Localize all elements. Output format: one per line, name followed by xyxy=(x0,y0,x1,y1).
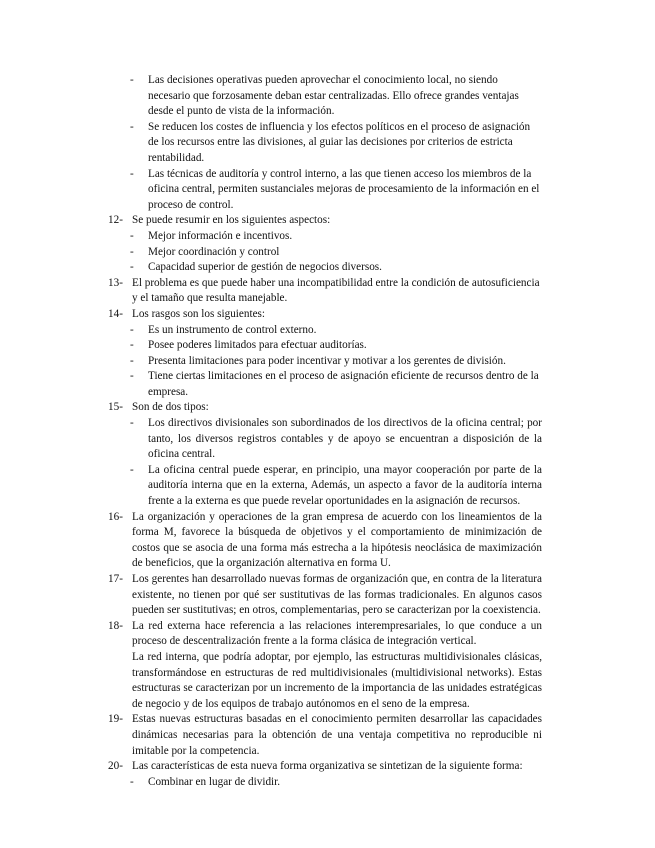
bullet-dash: - xyxy=(130,74,134,86)
answer-number: 14- xyxy=(108,307,123,320)
answer-number: 12- xyxy=(108,214,123,227)
paragraph-text: Las características de esta nueva forma organizativa se sintetizan de la siguiente forma: xyxy=(132,760,523,773)
numbered-answer xyxy=(108,510,542,572)
paragraph-text: Las técnicas de auditoría y control interno, a las que tienen acceso los miembros de la oficina central, permiten sustanciales mejoras de procesamiento de la información en el proceso de control. xyxy=(148,167,540,211)
numbered-answer xyxy=(108,572,542,619)
paragraph-text: El problema es que puede haber una incompatibilidad entre la condición de autosuficiencia y el tamaño que resulta manejable. xyxy=(132,276,540,305)
paragraph-text: Capacidad superior de gestión de negocios diversos. xyxy=(148,261,382,274)
bullet-dash: - xyxy=(130,245,134,258)
bullet-point xyxy=(108,463,542,510)
paragraph-text: Mejor información e incentivos. xyxy=(148,229,293,242)
bullet-point xyxy=(108,369,542,400)
answer-number: 18- xyxy=(108,619,123,632)
bullet-point xyxy=(108,338,542,354)
bullet-point xyxy=(108,775,542,791)
bullet-dash: - xyxy=(130,229,134,242)
numbered-answer xyxy=(108,307,542,323)
numbered-answer xyxy=(108,759,542,775)
bullet-point xyxy=(108,323,542,339)
bullet-dash: - xyxy=(130,120,134,133)
bullet-dash: - xyxy=(130,775,134,788)
bullet-point xyxy=(108,245,542,261)
bullet-dash: - xyxy=(130,354,134,367)
bullet-point xyxy=(108,260,542,276)
answer-number: 16- xyxy=(108,510,123,523)
numbered-answer xyxy=(108,712,542,759)
answer-number: 15- xyxy=(108,401,123,414)
bullet-point xyxy=(108,229,542,245)
numbered-answer xyxy=(108,276,542,307)
paragraph-text: Son de dos tipos: xyxy=(132,401,209,414)
bullet-point xyxy=(108,416,542,463)
bullet-dash: - xyxy=(130,463,134,476)
paragraph-text: Posee poderes limitados para efectuar auditorías. xyxy=(148,339,367,352)
numbered-answer xyxy=(108,213,542,229)
bullet-dash: - xyxy=(130,370,134,383)
paragraph-text: Se reducen los costes de influencia y los efectos políticos en el proceso de asignación de los recursos entre las divisiones, al guiar las decisiones por criterios de estricta rentabilidad. xyxy=(148,120,531,164)
bullet-point xyxy=(108,167,542,214)
bullet-dash: - xyxy=(130,417,134,430)
paragraph-text: Es un instrumento de control externo. xyxy=(148,323,317,336)
bullet-dash: - xyxy=(130,261,134,274)
paragraph-text: La red interna, que podría adoptar, por ejemplo, las estructuras multidivisionales clásicas, transformándose en estructuras de red multidivisionales (multidivisional networks). Estas estructuras se caracterizan por un incremento de la importancia de las unidades estratégicas de negocio y de los equipos de trabajo autónomos en el seno de la empresa. xyxy=(132,650,542,710)
paragraph-text: Se puede resumir en los siguientes aspectos: xyxy=(132,214,331,227)
paragraph-text: La red externa hace referencia a las relaciones interempresariales, lo que conduce a un proceso de descentralización frente a la forma clásica de integración vertical. xyxy=(132,619,542,648)
paragraph-text: Las decisiones operativas pueden aprovechar el conocimiento local, no siendo necesario que forzosamente deban estar centralizadas. Ello ofrece grandes ventajas desde el punto de vista de la información. xyxy=(148,74,519,118)
paragraph-text: La oficina central puede esperar, en principio, una mayor cooperación por parte de la auditoría interna que en la externa, Además, un aspecto a favor de la auditoría interna frente a la externa es que puede revelar oportunidades en la asignación de recursos. xyxy=(148,463,542,508)
answer-number: 19- xyxy=(108,713,123,726)
numbered-answer xyxy=(108,619,542,713)
paragraph-text: Presenta limitaciones para poder incentivar y motivar a los gerentes de división. xyxy=(148,354,506,367)
bullet-dash: - xyxy=(130,323,134,336)
document-body xyxy=(108,73,542,790)
answer-number: 17- xyxy=(108,573,123,585)
paragraph-text: Mejor coordinación y control xyxy=(148,245,280,258)
paragraph-text: Combinar en lugar de dividir. xyxy=(148,775,281,788)
paragraph-text: La organización y operaciones de la gran empresa de acuerdo con los lineamientos de la forma M, favorece la búsqueda de objetivos y el comportamiento de minimización de costos que se asocia de una forma más estrecha a la hipótesis neoclásica de maximización de beneficios, que la organización alternativa en forma U. xyxy=(132,510,542,570)
paragraph-text: Los rasgos son los siguientes: xyxy=(132,307,266,320)
bullet-point xyxy=(108,73,542,120)
bullet-dash: - xyxy=(130,167,134,180)
bullet-point xyxy=(108,354,542,370)
paragraph-text: Tiene ciertas limitaciones en el proceso de asignación eficiente de recursos dentro de la empresa. xyxy=(148,370,539,398)
paragraph-text: Estas nuevas estructuras basadas en el conocimiento permiten desarrollar las capacidades dinámicas necesarias para la obtención de una ventaja competitiva no reproducible ni imitable por la competencia. xyxy=(132,713,542,757)
answer-number: 20- xyxy=(108,760,123,773)
numbered-answer xyxy=(108,400,542,416)
paragraph-text: Los directivos divisionales son subordinados de los directivos de la oficina central; por tanto, los diversos registros contables y de apoyo se encuentran a disposición de la oficina central. xyxy=(148,417,542,461)
bullet-dash: - xyxy=(130,339,134,352)
answer-number: 13- xyxy=(108,276,123,289)
paragraph-text: Los gerentes han desarrollado nuevas formas de organización que, en contra de la literatura existente, no tienen por qué ser sustitutivas de las formas tradicionales. En algunos casos pueden ser sustitutivas; en otros, complementarias, pero se caracterizan por la coexistencia. xyxy=(132,573,542,617)
bullet-point xyxy=(108,120,542,167)
